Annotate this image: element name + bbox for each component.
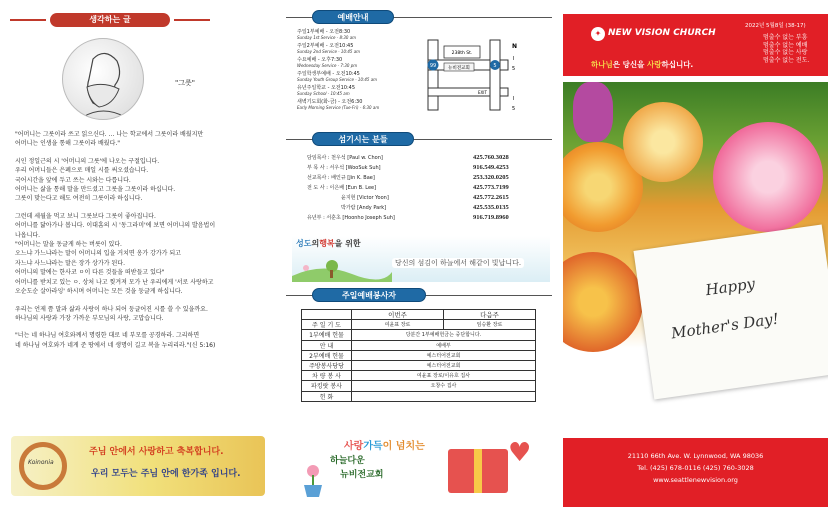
column-header: 다음주 [443,310,535,320]
role-cell: 2부예배 헌물 [302,350,352,360]
service-ko: 주일학생부예배 - 오전10:45 [297,71,360,77]
service-en: Wednesday Service - 7:30 pm [297,63,358,68]
meditation-essay [15,130,270,358]
this-week-cell: 오창수 집사 [352,381,536,391]
staff-row [297,212,529,222]
staff-name: 부 목 사 : 서우석 [WooSuk Suh] [307,164,381,171]
map-street-label: 238th St. [451,51,473,56]
staff-row [297,162,529,172]
interstate-i: I [513,96,515,102]
meditation-title: 생각하는 글 [50,13,170,27]
service-ko: 새벽기도회(화-금) - 오전6:30 [297,99,363,105]
flower [573,82,613,142]
service-ko: 주일1부예배 - 오전8:30 [297,29,351,35]
staff-row [297,202,529,212]
staff-title: 섬기시는 분들 [312,132,414,146]
service-en: Sunday Youth Group Service - 10:45 am [297,77,378,82]
tagline-word: 은 당신을 [612,60,647,69]
staff-name: 선교목사 : 배인규 [Jin K. Bae] [307,174,375,181]
column-header [302,310,352,320]
slogan-word: 가득 [363,441,383,452]
flower-pot-icon [298,463,328,497]
church-motto [763,34,809,64]
banner-family-text: 우리 모두는 주님 안에 한가족 입니다. [91,469,241,479]
card-text-happy: Happy [704,274,757,300]
table-row [302,350,536,360]
heading-word: 을 위한 [334,239,361,248]
this-week-cell: 예스터어전교회 [352,360,536,370]
staff-row [297,152,529,162]
service-schedule [297,29,421,113]
route-5-icon: 5 [493,63,497,69]
koinonia-logo [19,442,67,490]
this-week-cell [352,391,536,401]
compass-i: I [513,56,515,62]
table-row [302,360,536,370]
heart-icon: ♥ [508,438,532,468]
service-ko: 수요예배 - 오후7:30 [297,57,343,63]
staff-list [297,152,529,222]
service-item [297,99,421,110]
church-phones: Tel. (425) 678-0116 (425) 760-3028 [637,464,754,472]
church-name: NEW VISION CHURCH [608,28,716,38]
service-ko: 유년주일학교 - 오전10:45 [297,85,356,91]
slogan-line-2: 하늘다운 [330,456,365,466]
service-en: Early Morning Service (Tue-Fri) - 6:30 am [297,105,380,110]
slogan-line-3: 뉴비전교회 [340,470,384,480]
service-item [297,29,421,40]
role-cell: 헌 화 [302,391,352,401]
tagline-word: 하십니다. [661,60,694,69]
church-website: www.seattlenewvision.org [653,476,738,484]
church-tagline [591,59,693,70]
church-address: 21110 66th Ave. W. Lynnwood, WA 98036 [627,452,764,460]
exit-label: EXIT [478,90,487,95]
table-row [302,330,536,340]
greeting-card [633,225,828,400]
table-header-row [302,310,536,320]
staff-phone: 425.535.0135 [473,203,509,211]
this-week-cell: 당분간 1부예배헌금는 중단합니다. [352,330,536,340]
volunteer-title: 주일예배봉사자 [312,288,426,302]
essay-paragraph: 시인 정일근의 시 '어머니의 그릇'에 나오는 구절입니다. 우리 어머니들은 은폐으로 매일 시를 써오셨습니다. 국어시간을 앞에 두고 쓰는 시와는 다릅니다. 어머니는 삶을 통해 말을 만드셨고 그릇을 그릇이라 하십니다. 그릇이 맞는다고 해도 여전히 그릇이라 하십니다. [15,157,176,203]
issue-date: 2022년 5월8일 (38-17) [745,23,806,29]
interstate-5: 5 [512,106,516,112]
role-cell: 안 내 [302,340,352,350]
slogan-line-1 [344,437,425,452]
table-row [302,381,536,391]
role-cell: 주방봉사당당 [302,360,352,370]
banner-blessing-text: 주님 안에서 사랑하고 축복합니다. [89,447,224,457]
heading-word: 의 [311,239,320,248]
motto-line: 멈출수 없는 부흥 [763,34,808,41]
role-cell: 주 일 기 도 [302,320,352,330]
table-row [302,320,536,330]
staff-name: 유년부 : 서훈초 [Hoonho Joseph Suh] [307,214,395,221]
staff-name: 담임목사 : 천우석 [Paul w. Chon] [307,154,383,161]
service-en: Sunday 1st Service - 8:30 am [297,35,357,40]
landscape-illustration [292,254,392,282]
koinonia-label: Koinonia [28,459,54,466]
card-text-mothers-day: Mother's Day! [670,309,780,343]
service-item [297,57,421,68]
heading-word: 성도 [296,239,312,248]
church-slogan-banner [294,433,546,499]
service-item [297,43,421,54]
bulletin-header [563,14,828,76]
mothers-day-flowers-photo [563,82,828,437]
staff-phone: 425.773.7199 [473,183,509,191]
motto-line: 멈출수 없는 사랑 [763,49,808,56]
staff-phone: 916.549.4253 [473,163,509,171]
tagline-word: 사랑 [646,60,662,69]
service-en: Sunday School - 10:45 am [297,91,350,96]
motto-line: 멈출수 없는 예배 [763,41,808,49]
mother-sketch-image [62,38,144,120]
this-week-cell: 여윤표 장로 [352,320,444,330]
service-en: Sunday 2nd Service - 10:45 am [297,49,361,54]
staff-phone: 253.320.0205 [473,173,509,181]
right-panel [563,0,835,507]
flower [623,102,703,182]
essay-paragraph: "어머니는 그릇이라 쓰고 읽으신다. … 나는 학교에서 그릇이라 배웠지만 어머니는 인생을 통해 그릇이라 배웠다." [15,131,204,148]
role-cell: 1부예배 헌물 [302,330,352,340]
staff-phone: 916.719.8960 [473,213,509,221]
map-church-label: 뉴비전교회 [448,66,470,71]
staff-phone: 425.772.2615 [473,193,509,201]
flower [563,252,643,352]
staff-row [297,182,529,192]
motto-line: 멈출수 없는 전도. [763,56,810,64]
staff-name: 박가람 [Andy Park] [341,204,387,211]
essay-paragraph: 우리는 언제 쯤 말과 삶과 사랑이 하나 되어 둥글어진 시를 쓸 수 있을까요. 하나님의 사랑과 가장 가까운 부모님의 사랑, 고맙습니다. [15,305,208,322]
this-week-cell: 여윤표 장로/이유호 집사 [352,371,536,381]
staff-name: 윤지현 [Victor Yoon] [341,194,389,201]
service-ko: 주일2부예배 - 오전10:45 [297,43,354,49]
worship-guide-title: 예배안내 [312,10,394,24]
table-row [302,371,536,381]
staff-name: 전 도 사 : 이은배 [Eun B. Lee] [307,184,377,191]
heading-word: 행복 [319,239,335,248]
role-cell: 파킹랏 봉사 [302,381,352,391]
this-week-cell: 예스터어전교회 [352,350,536,360]
table-row [302,340,536,350]
flower [713,122,823,232]
slogan-word: 이 넘치는 [382,441,425,452]
bulletin-footer [563,438,828,507]
middle-panel [286,0,552,507]
service-item [297,71,421,82]
column-header: 이번주 [352,310,444,320]
poem-title: "그릇" [175,79,195,87]
church-logo-icon: ✦ [591,27,605,41]
role-cell: 차 량 봉 사 [302,371,352,381]
compass-n: N [512,43,518,50]
essay-scripture: "너는 네 하나님 여호와께서 명령한 대로 네 부모를 공경하라. 그리하면 네 하나님 여호와가 네게 준 땅에서 네 생명이 길고 복을 누리리라."(신 5:16) [15,332,216,349]
table-row [302,391,536,401]
happiness-banner [292,236,550,282]
happiness-heading [296,238,361,249]
slogan-word: 사랑 [344,441,364,452]
service-item [297,85,421,96]
next-week-cell: 임승환 장로 [443,320,535,330]
staff-row [297,172,529,182]
church-location-map [422,30,522,120]
happiness-subtext: 당신의 섬김이 하늘에서 해같이 빛납니다. [392,258,524,268]
this-week-cell: 예배부 [352,340,536,350]
left-panel [0,0,276,507]
route-99-icon: 99 [429,63,437,69]
koinonia-banner [11,436,265,496]
essay-paragraph: 그런데 세월을 먹고 보니 그릇보다 그릇이 좋아집니다. 어머니를 닮아가나 봅니다. 이대흠의 시 '동그라미'에 보면 어머니의 발음법이 나옵니다. "어머니는 말을 동글게 하는 버릇이 있다. 오느냐 가느냐라는 말이 어머니의 입을 거치면 옹가 강가가 되고 자느냐 사느냐라는 말은 장가 상가가 된다. 어머니의 말에는 한사코 ㅇ이 다른 것들을 떠받들고 있다" 어머니를 받치고 있는 ㅇ. 상처 나고 찢겨져 모가 난 우리에게 '서로 사랑하고 오순도순 살아라잉' 하시며 어머니는 모든 것을 둥글게 하십니다. [15,212,216,296]
gift-box-icon [448,449,508,493]
volunteer-table [301,309,536,402]
compass-5: 5 [512,66,516,72]
staff-phone: 425.760.3028 [473,153,509,161]
staff-row [297,192,529,202]
tagline-word: 하나님 [591,60,613,69]
